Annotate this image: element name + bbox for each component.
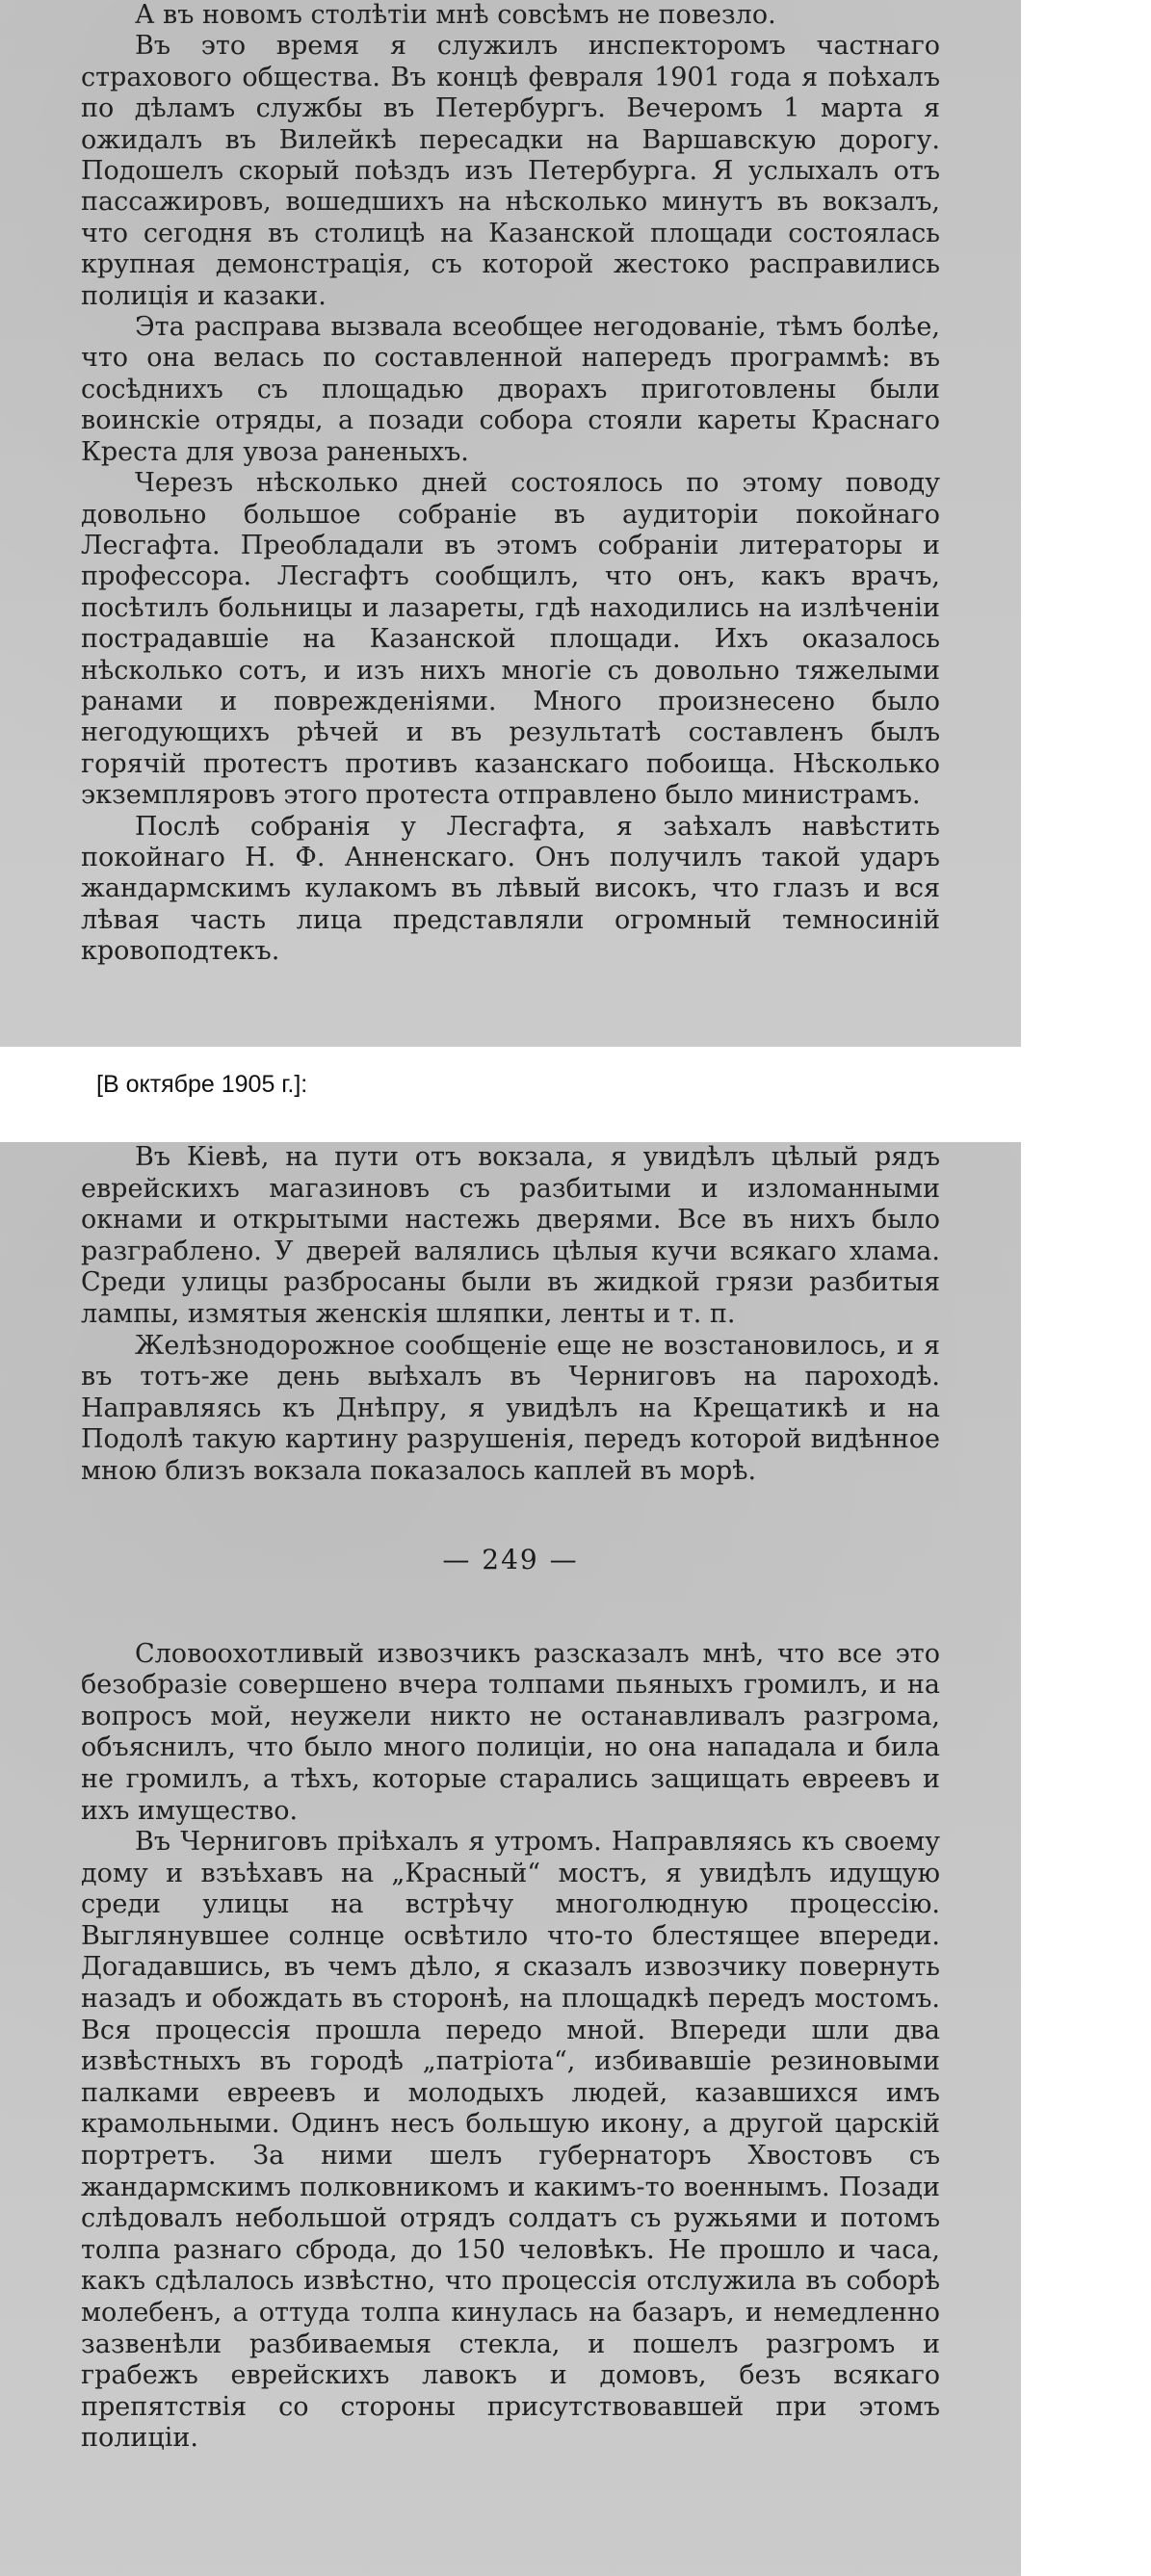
paragraph-coachman: Словоохотливый извозчикъ разсказалъ мнѣ, что все это безобразіе совершено вчера толпами пьяныхъ громилъ, и на вопросъ мой, неужели никто не останавливалъ разгрома, объяснилъ, что было много полиціи, но она нападала и била не громилъ, а тѣхъ, которые старались защищать евреевъ и ихъ имущество.	[81, 1638, 940, 1826]
paragraph-kiev: Въ Кіевѣ, на пути отъ вокзала, я увидѣлъ цѣлый рядъ еврейскихъ магазиновъ съ разбитыми и изломанными окнами и открытыми настежь дверями. Все въ нихъ было разграблено. У дверей валялись цѣлыя кучи всякаго хлама. Среди улицы разбросаны были въ жидкой грязи разбитыя лампы, измятыя женскія шляпки, ленты и т. п.	[81, 1142, 940, 1329]
page-number: — 249 —	[442, 1543, 579, 1575]
paragraph-5: Послѣ собранія у Лесгафта, я заѣхалъ навѣстить покойнаго Н. Ф. Анненскаго. Онъ получилъ такой ударъ жандармскимъ кулакомъ въ лѣвый високъ, что глазъ и вся лѣвая часть лица представляли огромный темносиній кровоподтекъ.	[81, 811, 940, 967]
paragraph-3: Эта расправа вызвала всеобщее негодованіе, тѣмъ болѣе, что она велась по составленной напередъ программѣ: въ сосѣднихъ съ площадью дворахъ приготовлены были воинскіе отряды, а позади собора стояли кареты Краснаго Креста для увоза раненыхъ.	[81, 312, 940, 467]
paragraph-2: Въ это время я служилъ инспекторомъ частнаго страхового общества. Въ концѣ февраля 1901 года я поѣхалъ по дѣламъ службы въ Петербургъ. Вечеромъ 1 марта я ожидалъ въ Вилейкѣ пересадки на Варшавскую дорогу. Подошелъ скорый поѣздъ изъ Петербурга. Я услыхалъ отъ пассажировъ, вошедшихъ на нѣсколько минутъ въ вокзалъ, что сегодня въ столицѣ на Казанской площади состоялась крупная демонстрація, съ которой жестоко расправились полиція и казаки.	[81, 31, 940, 311]
scanned-page-fragment-2	[0, 1142, 1021, 2576]
paragraph-1: А въ новомъ столѣтіи мнѣ совсѣмъ не повезло.	[135, 0, 776, 30]
paragraph-4: Черезъ нѣсколько дней состоялось по этому поводу довольно большое собраніе въ аудиторіи покойнаго Лесгафта. Преобладали въ этомъ собраніи литераторы и профессора. Лесгафтъ сообщилъ, что онъ, какъ врачъ, посѣтилъ больницы и лазареты, гдѣ находились на излѣченіи пострадавшіе на Казанской площади. Ихъ оказалось нѣсколько сотъ, и изъ нихъ многіе съ довольно тяжелыми ранами и поврежденіями. Много произнесено было негодующихъ рѣчей и въ результатѣ составленъ былъ горячій протестъ противъ казанскаго побоища. Нѣсколько экземпляровъ этого протеста отправлено было министрамъ.	[81, 468, 940, 811]
paragraph-railway: Желѣзнодорожное сообщеніе еще не возстановилось, и я въ тотъ-же день выѣхалъ въ Черниговъ на пароходѣ. Направляясь къ Днѣпру, я увидѣлъ на Крещатикѣ и на Подолѣ такую картину разрушенія, передъ которой видѣнное мною близъ вокзала показалось каплей въ морѣ.	[81, 1330, 940, 1486]
editor-note: [В октябре 1905 г.]:	[96, 1071, 308, 1098]
scanned-page-fragment-1	[0, 0, 1021, 1047]
page-top-block	[81, 1142, 940, 1488]
paragraph-chernigov: Въ Черниговъ пріѣхалъ я утромъ. Направляясь къ своему дому и взъѣхавъ на „Красный“ мостъ, я увидѣлъ идущую среди улицы на встрѣчу многолюдную процессію. Выглянувшее солнце освѣтило что-то блестящее впереди. Догадавшись, въ чемъ дѣло, я сказалъ извозчику повернуть назадъ и обождать въ сторонѣ, на площадкѣ передъ мостомъ. Вся процессія прошла передо мной. Впереди шли два извѣстныхъ въ городѣ „патріота“, избивавшіе резиновыми палками евреевъ и молодыхъ людей, казавшихся имъ крамольными. Одинъ несъ большую икону, а другой царскій портретъ. За ними шелъ губернаторъ Хвостовъ съ жандармскимъ полковникомъ и какимъ-то военнымъ. Позади слѣдовалъ небольшой отрядъ солдатъ съ ружьями и потомъ толпа разнаго сброда, до 150 человѣкъ. Не прошло и часа, какъ сдѣлалось извѣстно, что процессія отслужила въ соборѣ молебенъ, а оттуда толпа кинулась на базаръ, и немедленно зазвенѣли разбиваемыя стекла, и пошелъ разгромъ и грабежъ еврейскихъ лавокъ и домовъ, безъ всякаго препятствія со стороны присутствовавшей при этомъ полиціи.	[81, 1827, 940, 2454]
